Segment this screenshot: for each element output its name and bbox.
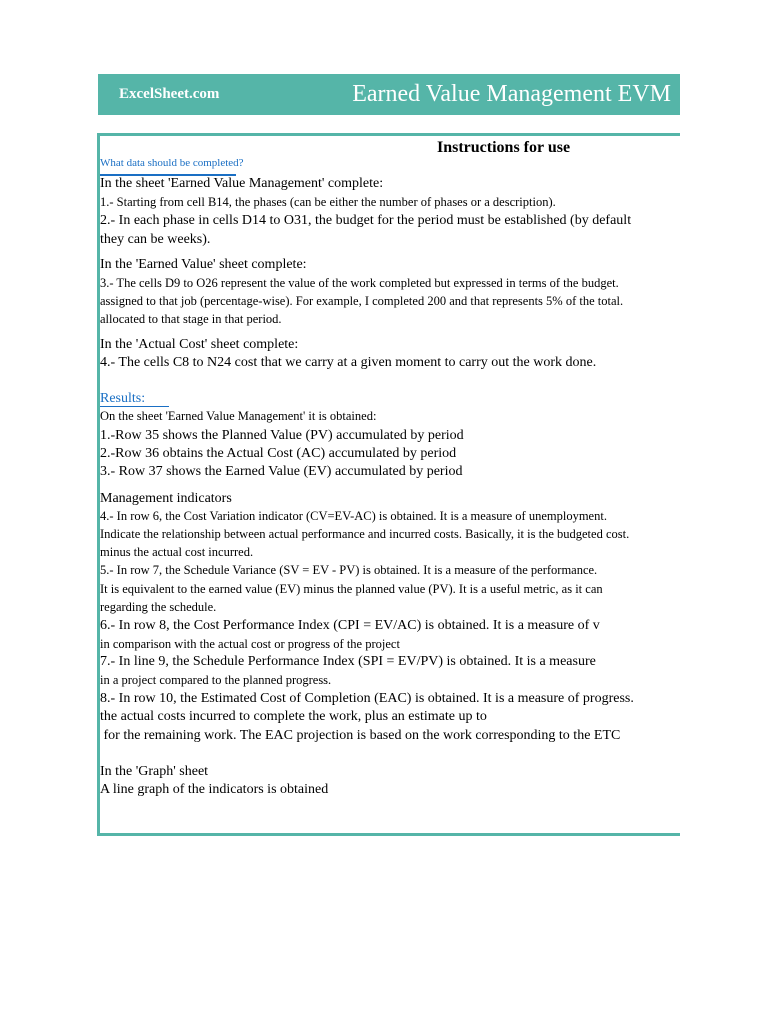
data-line: In the sheet 'Earned Value Management' complete: (100, 176, 384, 191)
results-line: 5.- In row 7, the Schedule Variance (SV = EV - PV) is obtained. It is a measure of the performance. (100, 563, 598, 577)
data-line: allocated to that stage in that period. (100, 312, 282, 326)
results-line: 3.- Row 37 shows the Earned Value (EV) accumulated by period (100, 464, 463, 479)
results-line: regarding the schedule. (100, 600, 217, 614)
results-line: 8.- In row 10, the Estimated Cost of Completion (EAC) is obtained. It is a measure of progress. (100, 691, 634, 706)
instructions-heading: Instructions for use (437, 139, 571, 156)
results-line: minus the actual cost incurred. (100, 545, 254, 559)
results-line: Management indicators (100, 491, 232, 506)
results-section-label: Results: (100, 391, 146, 406)
results-line: the actual costs incurred to complete the work, plus an estimate up to (100, 709, 487, 724)
data-line: 1.- Starting from cell B14, the phases (can be either the number of phases or a description). (100, 195, 556, 209)
header-banner (98, 74, 680, 115)
data-line: 3.- The cells D9 to O26 represent the value of the work completed but expressed in terms of the budget. (100, 276, 619, 290)
data-section-label: What data should be completed? (100, 157, 244, 169)
results-line: 6.- In row 8, the Cost Performance Index (CPI = EV/AC) is obtained. It is a measure of v (100, 618, 600, 633)
results-line: for the remaining work. The EAC projection is based on the work corresponding to the ETC (100, 728, 621, 743)
data-line: they can be weeks). (100, 232, 211, 247)
results-line: 7.- In line 9, the Schedule Performance Index (SPI = EV/PV) is obtained. It is a measure (100, 654, 596, 669)
data-line: 2.- In each phase in cells D14 to O31, the budget for the period must be established (by default (100, 213, 632, 228)
results-section-underline (100, 406, 169, 407)
data-line: In the 'Actual Cost' sheet complete: (100, 337, 299, 352)
results-line: 4.- In row 6, the Cost Variation indicator (CV=EV-AC) is obtained. It is a measure of unemployment. (100, 509, 607, 523)
data-line: 4.- The cells C8 to N24 cost that we carry at a given moment to carry out the work done. (100, 355, 597, 370)
results-line: It is equivalent to the earned value (EV) minus the planned value (PV). It is a useful metric, as it can (100, 582, 603, 596)
results-line: in a project compared to the planned progress. (100, 673, 332, 687)
results-line: 2.-Row 36 obtains the Actual Cost (AC) accumulated by period (100, 446, 457, 461)
brand-name: ExcelSheet.com (119, 86, 220, 102)
data-line: In the 'Earned Value' sheet complete: (100, 257, 307, 272)
results-line: A line graph of the indicators is obtained (100, 782, 329, 797)
results-line: in comparison with the actual cost or progress of the project (100, 637, 400, 651)
data-line: assigned to that job (percentage-wise). For example, I completed 200 and that represents 5% of the total. (100, 294, 624, 308)
results-line: On the sheet 'Earned Value Management' it is obtained: (100, 409, 377, 423)
results-line: In the 'Graph' sheet (100, 764, 209, 779)
results-line: 1.-Row 35 shows the Planned Value (PV) accumulated by period (100, 428, 464, 443)
results-line: Indicate the relationship between actual performance and incurred costs. Basically, it is the budgeted cost. (100, 527, 630, 541)
document-title: Earned Value Management EVM (352, 81, 671, 107)
